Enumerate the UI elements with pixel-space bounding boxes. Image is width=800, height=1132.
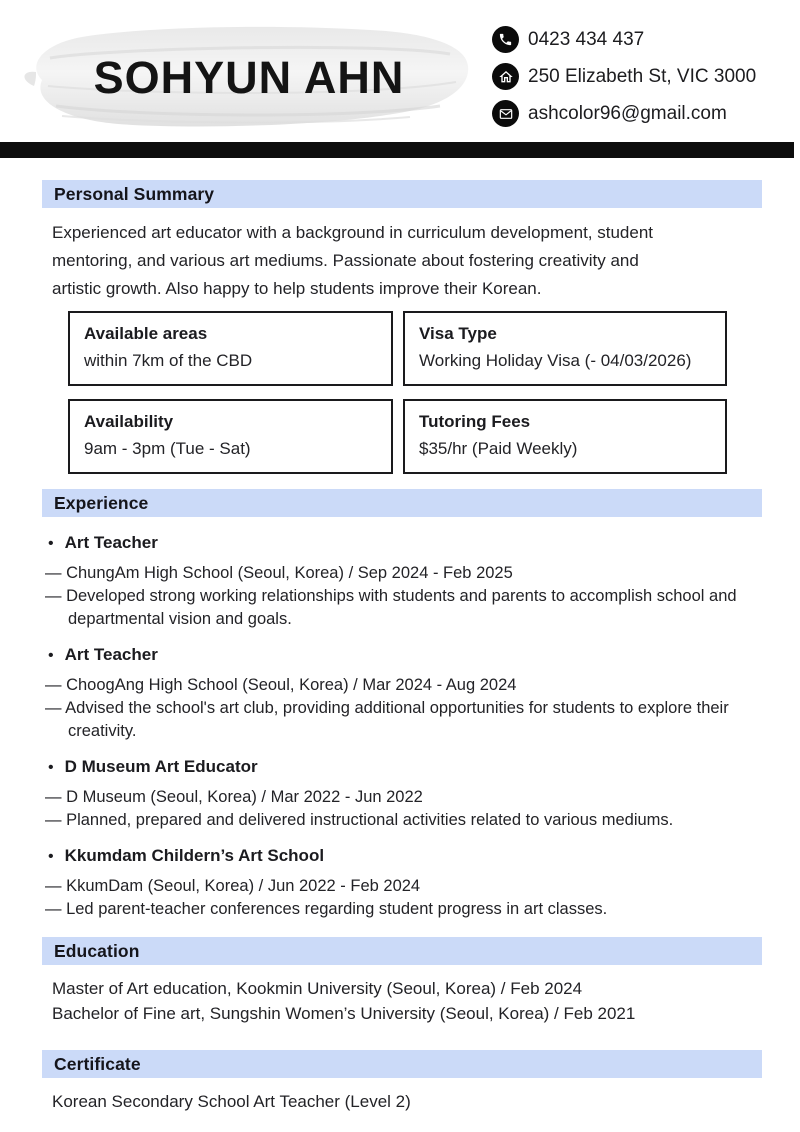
job-details bbox=[45, 674, 762, 743]
info-box-tutoring-fees bbox=[403, 399, 727, 474]
summary-line: Experienced art educator with a background in curriculum development, student bbox=[52, 223, 654, 242]
job-details bbox=[45, 562, 762, 631]
section-title: Personal Summary bbox=[54, 183, 215, 204]
contact-email-row bbox=[492, 100, 756, 127]
job-details bbox=[45, 875, 762, 921]
job-title-row bbox=[42, 645, 762, 665]
section-header-education bbox=[42, 937, 762, 965]
education-item: Master of Art education, Kookmin University (Seoul, Korea) / Feb 2024 bbox=[52, 979, 583, 998]
info-box-value: within 7km of the CBD bbox=[84, 351, 253, 370]
bullet-icon: • bbox=[48, 759, 54, 776]
job-detail-line: — ChungAm High School (Seoul, Korea) / Sep 2024 - Feb 2025 bbox=[45, 564, 513, 582]
info-box-grid bbox=[68, 311, 762, 474]
job-detail-line: — ChoogAng High School (Seoul, Korea) / Mar 2024 - Aug 2024 bbox=[45, 676, 517, 694]
home-icon bbox=[492, 63, 519, 90]
email-icon bbox=[492, 100, 519, 127]
job-title: Art Teacher bbox=[64, 645, 158, 664]
experience-entry bbox=[42, 645, 762, 743]
contact-address-row bbox=[492, 63, 756, 90]
section-header-experience bbox=[42, 489, 762, 517]
personal-summary-paragraph bbox=[52, 219, 746, 303]
section-title: Certificate bbox=[54, 1053, 141, 1074]
experience-entry bbox=[42, 846, 762, 921]
phone-number: 0423 434 437 bbox=[528, 28, 645, 50]
job-title-row bbox=[42, 757, 762, 777]
job-title-row bbox=[42, 533, 762, 553]
email-address: ashcolor96@gmail.com bbox=[528, 102, 727, 124]
person-name: SOHYUN AHN bbox=[93, 52, 405, 103]
bullet-icon: • bbox=[48, 848, 54, 865]
summary-line: mentoring, and various art mediums. Passionate about fostering creativity and bbox=[52, 251, 639, 270]
resume-body bbox=[0, 158, 800, 1114]
section-header-certificate bbox=[42, 1050, 762, 1078]
bullet-icon: • bbox=[48, 647, 54, 664]
name-banner bbox=[18, 20, 480, 136]
job-detail-line: — Advised the school's art club, providing additional opportunities for students to explore their creativity. bbox=[45, 699, 729, 740]
info-box-value: $35/hr (Paid Weekly) bbox=[419, 439, 578, 458]
certificate-list bbox=[52, 1089, 762, 1114]
job-detail-line: — KkumDam (Seoul, Korea) / Jun 2022 - Feb 2024 bbox=[45, 877, 421, 895]
section-title: Education bbox=[54, 940, 140, 961]
job-detail-line: — D Museum (Seoul, Korea) / Mar 2022 - Jun 2022 bbox=[45, 788, 423, 806]
address: 250 Elizabeth St, VIC 3000 bbox=[528, 65, 757, 87]
info-box-label: Available areas bbox=[84, 324, 208, 343]
summary-line: artistic growth. Also happy to help students improve their Korean. bbox=[52, 279, 542, 298]
education-item: Bachelor of Fine art, Sungshin Women’s University (Seoul, Korea) / Feb 2021 bbox=[52, 1004, 636, 1023]
info-box-label: Tutoring Fees bbox=[419, 412, 531, 431]
info-box-available-areas bbox=[68, 311, 393, 386]
job-details bbox=[45, 786, 762, 832]
section-header-personal-summary bbox=[42, 180, 762, 208]
education-list bbox=[52, 976, 762, 1026]
job-detail-line: — Led parent-teacher conferences regarding student progress in art classes. bbox=[45, 900, 608, 918]
info-box-label: Visa Type bbox=[419, 324, 497, 343]
experience-entry bbox=[42, 757, 762, 832]
header-divider-bar bbox=[0, 142, 794, 158]
phone-icon bbox=[492, 26, 519, 53]
resume-header bbox=[0, 0, 800, 142]
info-box-label: Availability bbox=[84, 412, 174, 431]
section-title: Experience bbox=[54, 492, 149, 513]
info-box-value: Working Holiday Visa (- 04/03/2026) bbox=[419, 351, 692, 370]
info-box-value: 9am - 3pm (Tue - Sat) bbox=[84, 439, 251, 458]
certificate-item: Korean Secondary School Art Teacher (Level 2) bbox=[52, 1092, 411, 1111]
job-title-row bbox=[42, 846, 762, 866]
job-title: D Museum Art Educator bbox=[64, 757, 258, 776]
job-title: Art Teacher bbox=[64, 533, 158, 552]
info-box-availability bbox=[68, 399, 393, 474]
job-detail-line: — Developed strong working relationships with students and parents to accomplish school and departmental vision and goals. bbox=[45, 587, 737, 628]
job-title: Kkumdam Childern’s Art School bbox=[64, 846, 325, 865]
bullet-icon: • bbox=[48, 535, 54, 552]
contact-block bbox=[492, 26, 756, 137]
job-detail-line: — Planned, prepared and delivered instructional activities related to various mediums. bbox=[45, 811, 674, 829]
contact-phone-row bbox=[492, 26, 756, 53]
experience-entry bbox=[42, 533, 762, 631]
info-box-visa-type bbox=[403, 311, 727, 386]
